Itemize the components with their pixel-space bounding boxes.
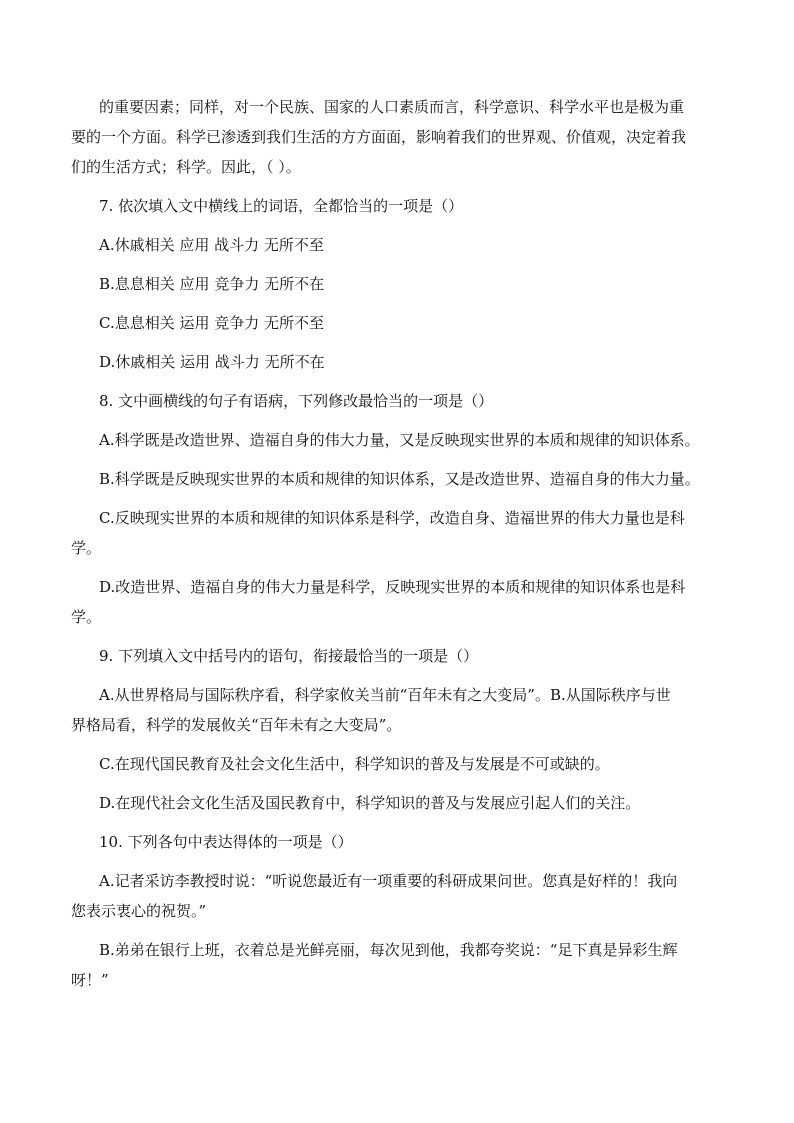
question-10-option-b-line-2: 呀！” bbox=[71, 971, 109, 989]
question-8-option-c-line-1: C.反映现实世界的本质和规律的知识体系是科学，改造自身、造福世界的伟大力量也是科 bbox=[99, 509, 685, 527]
question-9-option-c: C.在现代国民教育及社会文化生活中，科学知识的普及与发展是不可或缺的。 bbox=[99, 755, 610, 773]
question-8-option-d-line-1: D.改造世界、造福自身的伟大力量是科学，反映现实世界的本质和规律的知识体系也是科 bbox=[99, 578, 686, 596]
question-9-option-d: D.在现代社会文化生活及国民教育中，科学知识的普及与发展应引起人们的关注。 bbox=[99, 794, 641, 812]
question-9-options-ab-line-2: 界格局看，科学的发展攸关“百年未有之大变局”。 bbox=[71, 716, 402, 734]
question-9-stem: 9. 下列填入文中括号内的语句，衔接最恰当的一项是（） bbox=[99, 647, 479, 665]
question-7-stem: 7. 依次填入文中横线上的词语，全都恰当的一项是（） bbox=[99, 197, 464, 215]
question-7-option-d: D.休戚相关 运用 战斗力 无所不在 bbox=[99, 353, 325, 371]
question-9-options-ab-line-1: A.从世界格局与国际秩序看，科学家攸关当前“百年未有之大变局”。B.从国际秩序与世 bbox=[99, 686, 671, 704]
question-10-option-a-line-2: 您表示衷心的祝贺。” bbox=[71, 902, 207, 920]
question-8-option-a: A.科学既是改造世界、造福自身的伟大力量，又是反映现实世界的本质和规律的知识体系。 bbox=[99, 431, 700, 449]
question-7-option-a: A.休戚相关 应用 战斗力 无所不至 bbox=[99, 236, 324, 254]
document-page bbox=[71, 96, 723, 991]
question-10-option-b-line-1: B.弟弟在银行上班，衣着总是光鲜亮丽，每次见到他，我都夸奖说：“足下真是异彩生辉 bbox=[99, 941, 678, 959]
intro-line-2: 要的一个方面。科学已渗透到我们生活的方方面面，影响着我们的世界观、价值观，决定着我 bbox=[71, 128, 687, 146]
question-7-option-c: C.息息相关 运用 竞争力 无所不至 bbox=[99, 314, 325, 332]
question-10-stem: 10. 下列各句中表达得体的一项是（） bbox=[99, 833, 353, 851]
question-8-option-d-line-2: 学。 bbox=[71, 608, 102, 626]
question-8-option-b: B.科学既是反映现实世界的本质和规律的知识体系，又是改造世界、造福自身的伟大力量。 bbox=[99, 470, 700, 488]
question-7-option-b: B.息息相关 应用 竞争力 无所不在 bbox=[99, 275, 325, 293]
question-8-option-c-line-2: 学。 bbox=[71, 539, 102, 557]
intro-line-1: 的重要因素；同样，对一个民族、国家的人口素质而言，科学意识、科学水平也是极为重 bbox=[99, 98, 685, 116]
intro-line-3: 们的生活方式；科学。因此，（ ）。 bbox=[71, 158, 301, 176]
question-10-option-a-line-1: A.记者采访李教授时说：“听说您最近有一项重要的科研成果问世。您真是好样的！我向 bbox=[99, 872, 678, 890]
question-8-stem: 8. 文中画横线的句子有语病，下列修改最恰当的一项是（） bbox=[99, 392, 494, 410]
